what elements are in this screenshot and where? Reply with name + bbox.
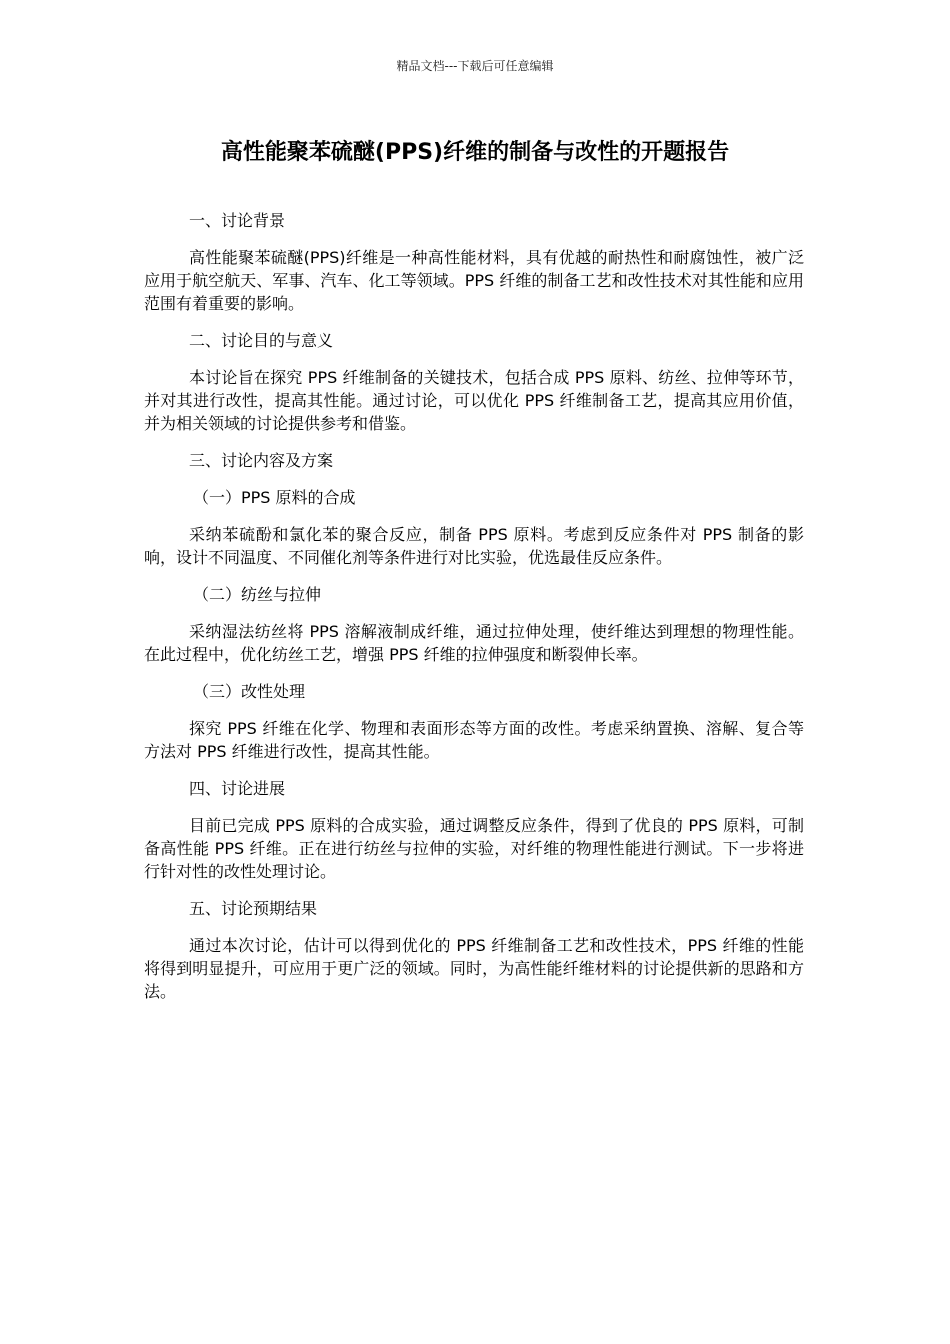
- paragraph-spinning: 采纳湿法纺丝将 PPS 溶解液制成纤维，通过拉伸处理，使纤维达到理想的物理性能。在此过程中，优化纺丝工艺，增强 PPS 纤维的拉伸强度和断裂伸长率。: [144, 622, 804, 664]
- page-header: 精品文档---下载后可任意编辑: [396, 59, 554, 73]
- subheading-spinning: （二）纺丝与拉伸: [193, 585, 322, 604]
- paragraph-background: 高性能聚苯硫醚(PPS)纤维是一种高性能材料，具有优越的耐热性和耐腐蚀性，被广泛应用于航空航天、军事、汽车、化工等领域。PPS 纤维的制备工艺和改性技术对其性能和应用范围有着重要的影响。: [144, 248, 804, 313]
- paragraph-progress: 目前已完成 PPS 原料的合成实验，通过调整反应条件，得到了优良的 PPS 原料，可制备高性能 PPS 纤维。正在进行纺丝与拉伸的实验，对纤维的物理性能进行测试。下一步将进行针对性的改性处理讨论。: [144, 816, 804, 881]
- paragraph-modification: 探究 PPS 纤维在化学、物理和表面形态等方面的改性。考虑采纳置换、溶解、复合等方法对 PPS 纤维进行改性，提高其性能。: [144, 719, 804, 761]
- subheading-modification: （三）改性处理: [193, 682, 306, 701]
- paragraph-synthesis: 采纳苯硫酚和氯化苯的聚合反应，制备 PPS 原料。考虑到反应条件对 PPS 制备的影响，设计不同温度、不同催化剂等条件进行对比实验，优选最佳反应条件。: [144, 525, 804, 567]
- document-title: 高性能聚苯硫醚(PPS)纤维的制备与改性的开题报告: [220, 140, 730, 165]
- paragraph-purpose: 本讨论旨在探究 PPS 纤维制备的关键技术，包括合成 PPS 原料、纺丝、拉伸等环节，并对其进行改性，提高其性能。通过讨论，可以优化 PPS 纤维制备工艺，提高其应用价值，并为相关领域的讨论提供参考和借鉴。: [144, 368, 804, 433]
- section-heading-expected-results: 五、讨论预期结果: [189, 899, 318, 918]
- section-heading-content: 三、讨论内容及方案: [189, 451, 334, 470]
- document-body: [144, 209, 804, 1017]
- paragraph-expected-results: 通过本次讨论，估计可以得到优化的 PPS 纤维制备工艺和改性技术，PPS 纤维的性能将得到明显提升，可应用于更广泛的领域。同时，为高性能纤维材料的讨论提供新的思路和方法。: [144, 936, 804, 1001]
- section-heading-background: 一、讨论背景: [189, 211, 286, 230]
- section-heading-purpose: 二、讨论目的与意义: [189, 331, 334, 350]
- section-heading-progress: 四、讨论进展: [189, 779, 286, 798]
- subheading-synthesis: （一）PPS 原料的合成: [193, 488, 356, 507]
